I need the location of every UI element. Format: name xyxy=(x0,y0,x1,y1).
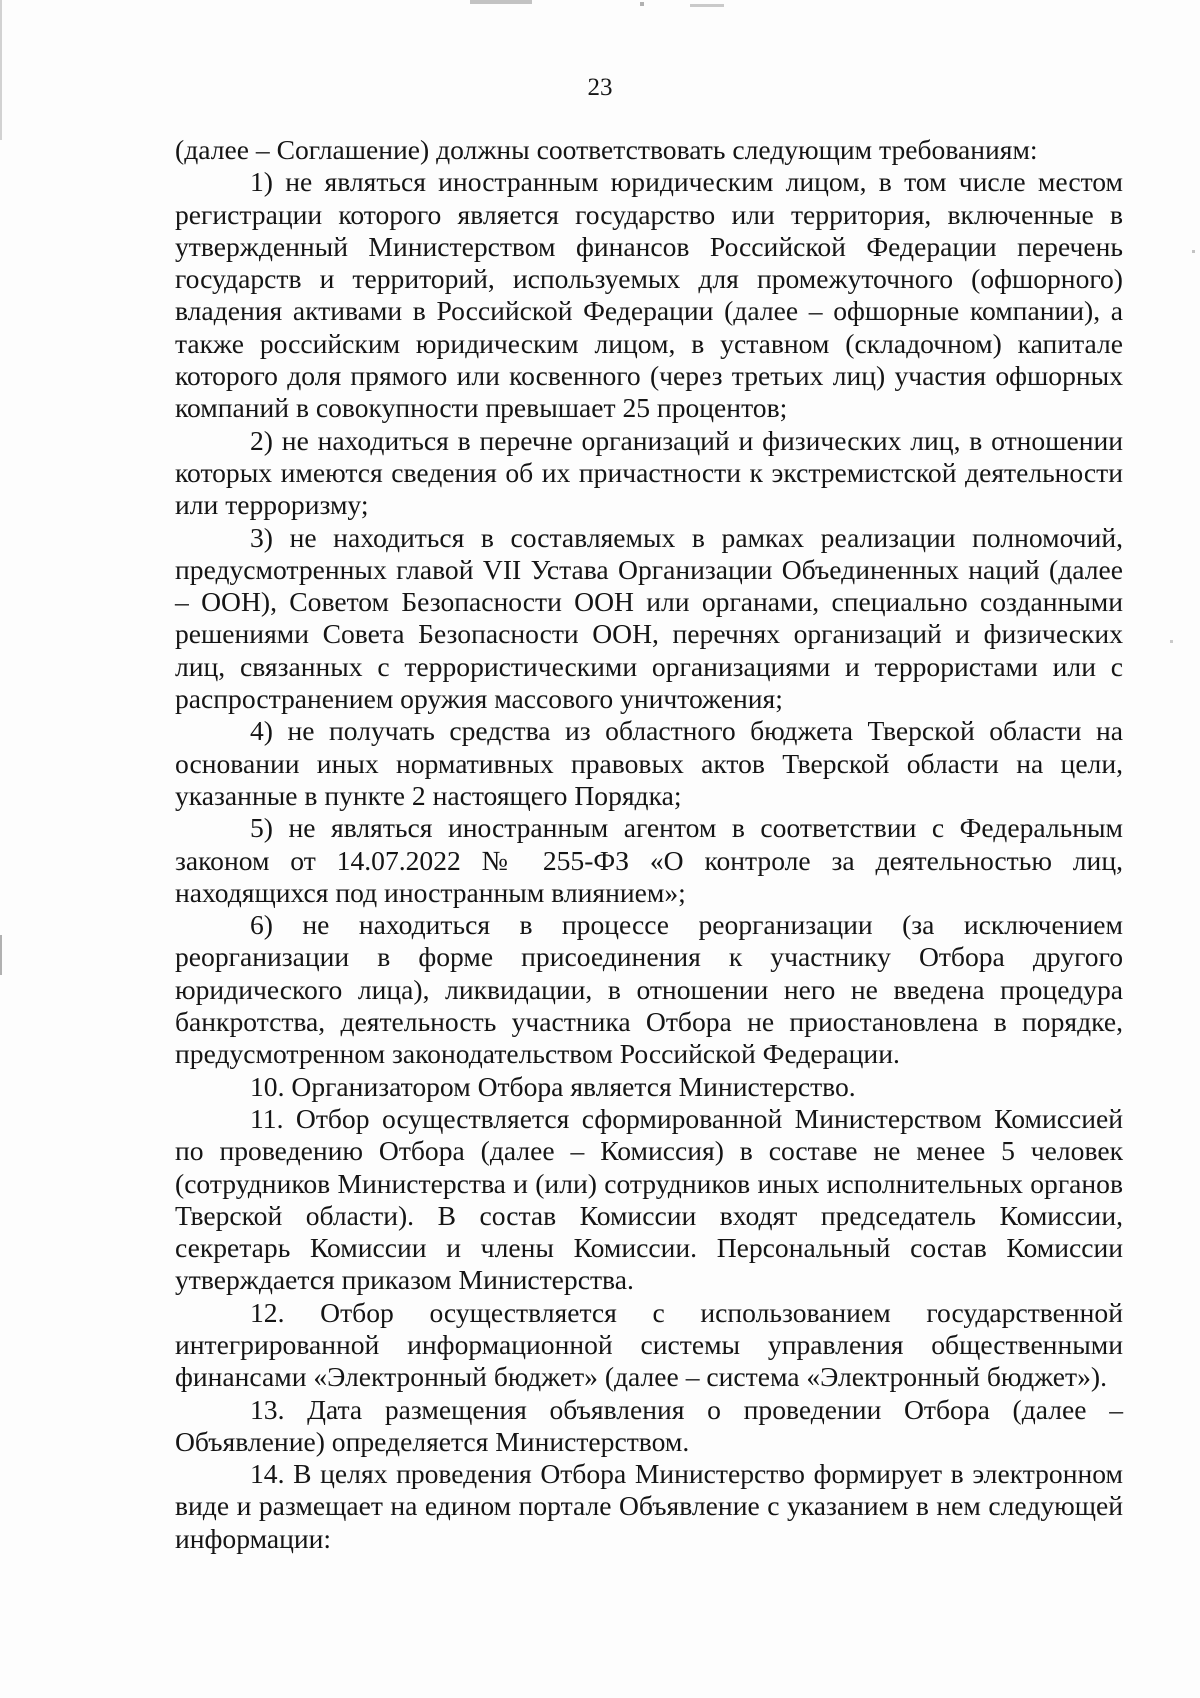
paragraph-clause-12: 12. Отбор осуществляется с использованием государственной интегрированной информационной системы управления общественными финансами «Электронный бюджет» (далее – система «Электронный бюджет»). xyxy=(175,1296,1123,1393)
paragraph-clause-10: 10. Организатором Отбора является Министерство. xyxy=(250,1070,856,1102)
scan-artifact xyxy=(470,0,532,4)
paragraph-clause-14: 14. В целях проведения Отбора Министерство формирует в электронном виде и размещает на едином портале Объявление с указанием в нем следующей информации: xyxy=(175,1458,1123,1554)
page-number: 23 xyxy=(587,74,613,101)
scan-artifact xyxy=(640,2,644,6)
document-body xyxy=(175,134,1123,1555)
scan-artifact xyxy=(1170,640,1173,643)
paragraph-item-5: 5) не являться иностранным агентом в соответствии с Федеральным законом от 14.07.2022 № 255-ФЗ «О контроле за деятельностью лиц, находящихся под иностранным влиянием»; xyxy=(175,812,1123,908)
paragraph-agreement-requirements: (далее – Соглашение) должны соответствовать следующим требованиям: xyxy=(175,134,1038,165)
paragraph-item-1: 1) не являться иностранным юридическим лицом, в том числе местом регистрации которого является государство или территория, включенные в утвержденный Министерством финансов Российской Федерации перечень государств и территорий, используемых для промежуточного (офшорного) владения активами в Российской Федерации (далее – офшорные компании), а также российским юридическим лицом, в уставном (складочном) капитале которого доля прямого или косвенного (через третьих лиц) участия офшорных компаний в совокупности превышает 25 процентов; xyxy=(175,166,1123,424)
paragraph-item-6: 6) не находиться в процессе реорганизации (за исключением реорганизации в форме присоединения к участнику Отбора другого юридического лица), ликвидации, в отношении него не введена процедура банкротства, деятельность участника Отбора не приостановлена в порядке, предусмотренном законодательством Российской Федерации. xyxy=(175,909,1123,1070)
scan-artifact xyxy=(1192,250,1195,253)
scan-artifact xyxy=(0,0,2,140)
paragraph-clause-11: 11. Отбор осуществляется сформированной Министерством Комиссией по проведению Отбора (далее – Комиссия) в составе не менее 5 человек (сотрудников Министерства и (или) сотрудников иных исполнительных органов Тверской области). В состав Комиссии входят председатель Комиссии, секретарь Комиссии и члены Комиссии. Персональный состав Комиссии утверждается приказом Министерства. xyxy=(175,1102,1123,1296)
paragraph-item-2: 2) не находиться в перечне организаций и физических лиц, в отношении которых имеются сведения об их причастности к экстремистской деятельности или терроризму; xyxy=(175,424,1123,521)
paragraph-item-3: 3) не находиться в составляемых в рамках реализации полномочий, предусмотренных главой VII Устава Организации Объединенных наций (далее – ООН), Советом Безопасности ООН или органами, специально созданными решениями Совета Безопасности ООН, перечнях организаций и физических лиц, связанных с террористическими организациями и террористами или с распространением оружия массового уничтожения; xyxy=(175,521,1123,715)
paragraph-item-4: 4) не получать средства из областного бюджета Тверской области на основании иных нормативных правовых актов Тверской области на цели, указанные в пункте 2 настоящего Порядка; xyxy=(175,715,1123,811)
scan-artifact xyxy=(0,935,2,975)
scan-artifact xyxy=(690,4,724,7)
paragraph-clause-13: 13. Дата размещения объявления о проведении Отбора (далее – Объявление) определяется Министерством. xyxy=(175,1393,1123,1457)
